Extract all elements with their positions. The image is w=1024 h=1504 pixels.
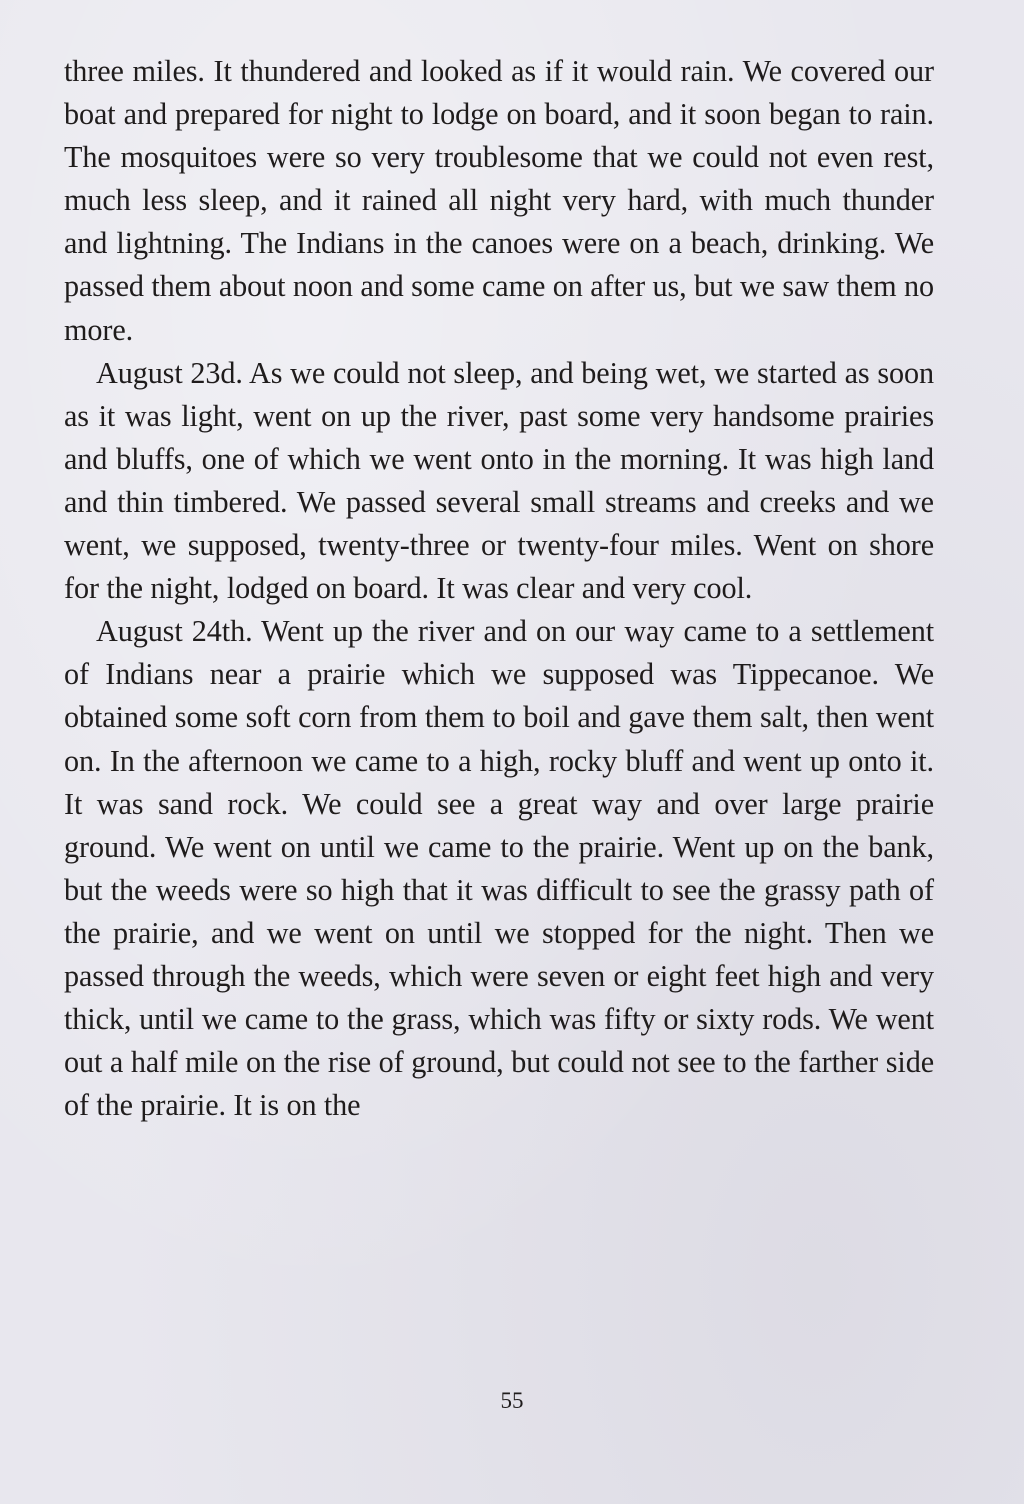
body-text — [64, 50, 934, 1127]
paragraph-continued: three miles. It thundered and looked as if it would rain. We covered our boat and prepared for night to lodge on board, and it soon began to rain. The mosquitoes were so very troublesome that we could not even rest, much less sleep, and it rained all night very hard, with much thunder and lightning. The Indians in the canoes were on a beach, drinking. We passed them about noon and some came on after us, but we saw them no more. — [64, 54, 934, 347]
paragraph-august-24: August 24th. Went up the river and on our way came to a settlement of Indians near a prairie which we supposed was Tippecanoe. We obtained some soft corn from them to boil and gave them salt, then went on. In the afternoon we came to a high, rocky bluff and went up onto it. It was sand rock. We could see a great way and over large prairie ground. We went on until we came to the prairie. Went up on the bank, but the weeds were so high that it was difficult to see the grassy path of the prairie, and we went on until we stopped for the night. Then we passed through the weeds, which were seven or eight feet high and very thick, until we came to the grass, which was fifty or sixty rods. We went out a half mile on the rise of ground, but could not see to the farther side of the prairie. It is on the — [64, 614, 934, 1123]
paragraph-august-23: August 23d. As we could not sleep, and being wet, we started as soon as it was light, went on up the river, past some very handsome prairies and bluffs, one of which we went onto in the morning. It was high land and thin timbered. We passed several small streams and creeks and we went, we supposed, twenty-three or twenty-four miles. Went on shore for the night, lodged on board. It was clear and very cool. — [64, 355, 934, 606]
page-number: 55 — [500, 1388, 524, 1413]
